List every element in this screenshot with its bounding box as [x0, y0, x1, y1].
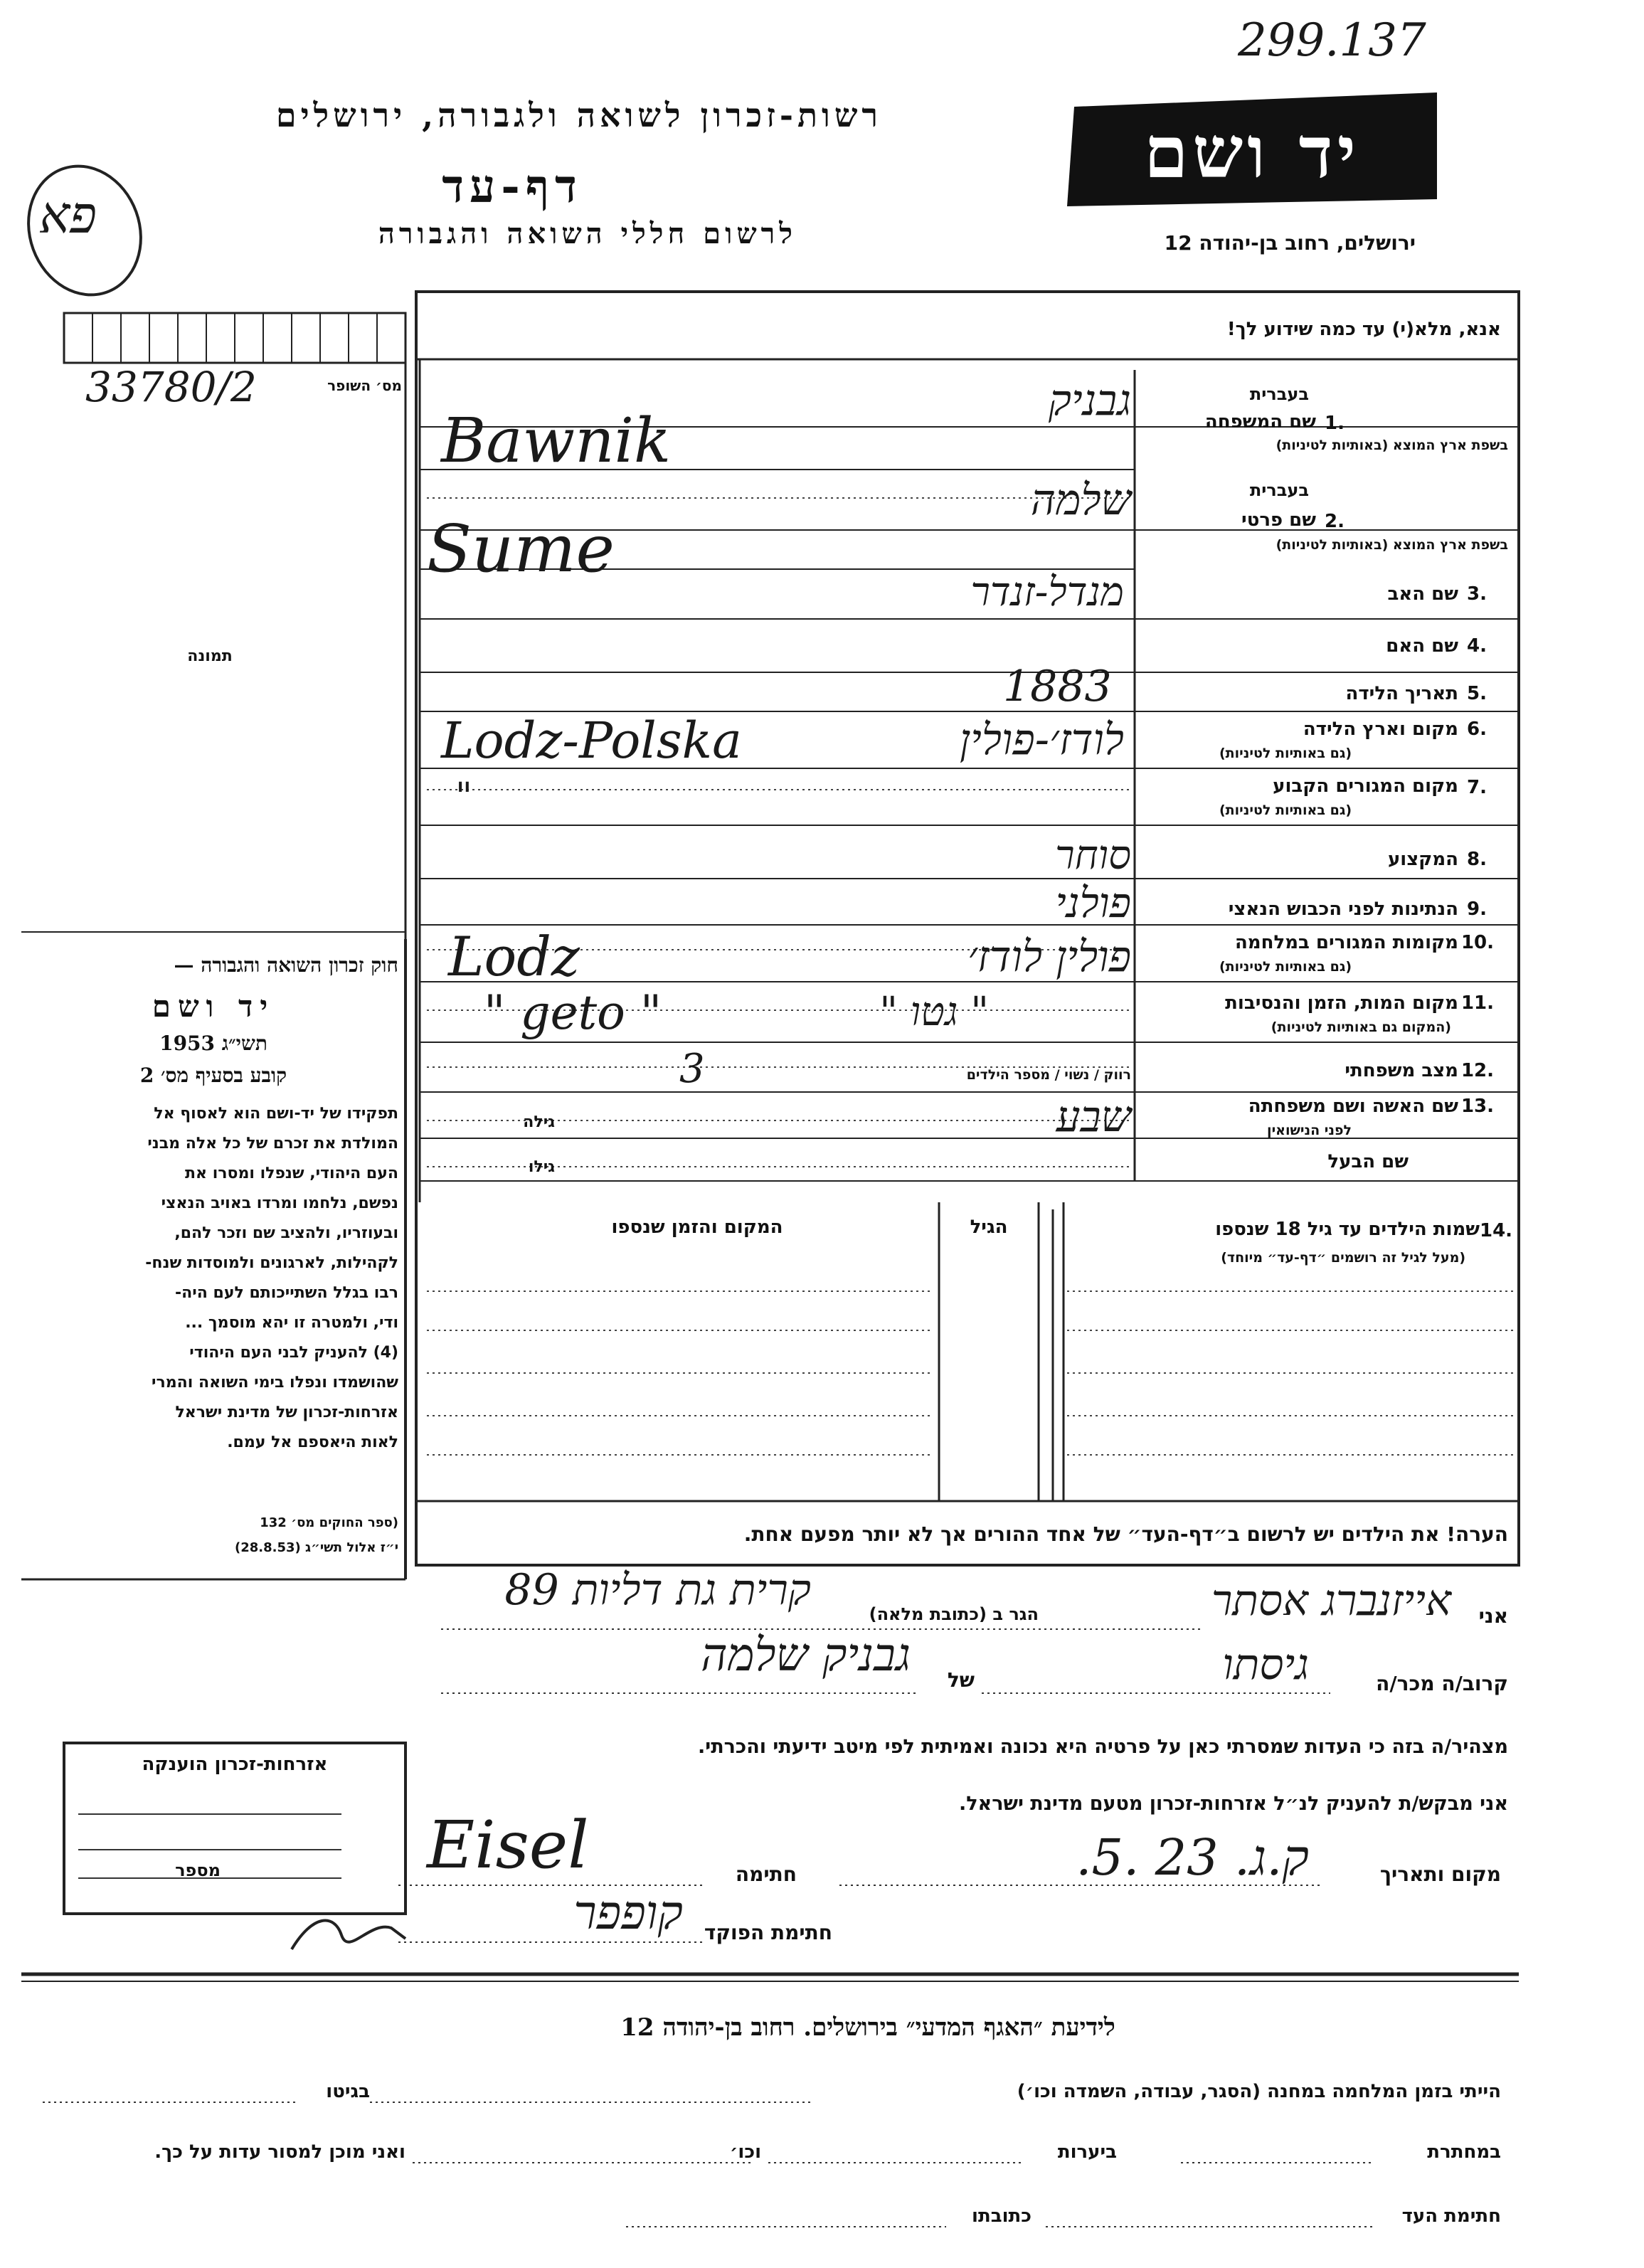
law-ref-2: י״ז אלול תשי״ג (28.8.53)	[235, 1540, 398, 1555]
field-num-5: 5.	[1467, 683, 1487, 704]
field-num-10: 10.	[1460, 932, 1494, 953]
form-title: דף-עד	[442, 160, 583, 213]
value-residence: "	[455, 775, 472, 818]
field-label-10: מקומות המגורים במלחמה	[1234, 932, 1458, 953]
field-label-9: הנתינות לפני הכבוש הנאצי	[1228, 899, 1458, 920]
field-label-4: שם האם	[1386, 635, 1458, 657]
field-sub-6: (גם באותיות לטיניות)	[1219, 746, 1352, 761]
note-text: הערה! את הילדים יש לרשום ב״דף-העד״ של אחד ההורים אך לא יותר מפעם אחת.	[743, 1522, 1508, 1546]
wife-age-label: גילה	[523, 1113, 555, 1131]
authority-line: רשות-זכרון לשואה ולגבורה, ירושלים	[275, 96, 882, 134]
field-label-1: שם המשפחה	[1204, 411, 1316, 433]
declarant-address-label: הגר ב (כתובת מלאה)	[869, 1604, 1039, 1624]
footer-witness-signature: חתימת העד	[1401, 2205, 1501, 2227]
form-subtitle: לרשום חללי השואה והגבורה	[378, 217, 797, 250]
field-num-2: 2.	[1325, 511, 1345, 532]
value-firstname-latin: Sume	[427, 511, 615, 587]
value-father-name: מנדל-זנדר	[970, 569, 1124, 615]
law-line: העם היהודי, שנפלו ומסרו את	[185, 1165, 398, 1182]
children-label: שמות הילדים עד גיל 18 שנספו	[1215, 1219, 1480, 1240]
value-death-place-hebrew: " גטו "	[879, 989, 989, 1035]
footer-underground: במחתרת	[1427, 2141, 1501, 2163]
logo: יד ושם	[1144, 110, 1360, 194]
field-num-1: 1.	[1325, 413, 1345, 434]
declarant-signature: Eisel	[427, 1807, 589, 1883]
field-label-5: תאריך הלידה	[1345, 683, 1458, 704]
footer-title: לידיעת ״האגף המדעי״ בירושלים. רחוב בן-יהודה 12	[620, 2013, 1115, 2042]
law-line: שהושמדו ונפלו בימי השואה והמרי	[151, 1374, 398, 1392]
scribble-mark	[285, 1907, 427, 1964]
footer-ghetto: בגיטו	[326, 2081, 370, 2102]
law-line: תפקידו של יד-ושם הוא לאסוף אל	[154, 1105, 398, 1123]
signature-label: חתימה	[735, 1862, 797, 1886]
field-options-12: רווק / נשוי / מספר הילדים	[966, 1067, 1131, 1083]
footer-forests: ביערות	[1057, 2141, 1117, 2163]
field-sub-2: בשפת ארץ המוצא (באותיות לטיניות)	[1276, 537, 1508, 553]
heb-tag-1: בעברית	[1249, 384, 1309, 404]
value-wartime-residence-latin: Lodz	[448, 925, 580, 988]
address-line: ירושלים, רחוב בן-יהודה 12	[1164, 231, 1416, 255]
field-label-7: מקום המגורים הקבוע	[1273, 775, 1458, 797]
field-label-8: המקצוע	[1387, 849, 1458, 870]
field-label-11: מקום המות, הזמן והנסיבות	[1225, 992, 1458, 1014]
law-line: ובעוזריו, ולהציב שם וזכר להם,	[174, 1224, 398, 1242]
margin-note: פא	[39, 185, 97, 245]
law-year: תשי״ג 1953	[159, 1032, 267, 1055]
field-sub-10: (גם באותיות לטיניות)	[1219, 959, 1352, 975]
register-value: 33780/2	[85, 363, 257, 411]
field-num-4: 4.	[1467, 635, 1487, 657]
declarant-name: אייזנברג אסתר	[1211, 1576, 1451, 1626]
value-nationality: פולני	[1055, 879, 1131, 927]
value-birthplace-latin: Lodz-Polska	[441, 711, 742, 770]
law-line: ודי, ולמטרה זו יהא מוסמך ...	[185, 1314, 398, 1332]
footer-ready: ואני מוכן למסור עדות על כך.	[154, 2141, 405, 2163]
children-sub: (מעל לגיל זה רושמים ״דף-עד״ מיוחד)	[1221, 1250, 1465, 1266]
field-label-2: שם פרטי	[1241, 509, 1316, 531]
relation-label: קרוב/ה מכר/ה	[1376, 1672, 1508, 1695]
field-num-8: 8.	[1467, 849, 1487, 870]
law-line: רבו בגלל השתייכותם לעם היה-	[175, 1284, 398, 1302]
field-num-9: 9.	[1467, 899, 1487, 920]
value-wife-name: שבע	[1056, 1092, 1131, 1142]
children-col-place: המקום והזמן שנספו	[611, 1217, 783, 1238]
declarant-address: קרית גת דליות 89	[504, 1565, 811, 1615]
law-line: נפשם, נלחמו ומרדו באויב הנאצי	[161, 1194, 398, 1212]
footer-camp-line: הייתי בזמן המלחמה במחנה (הסגר, עבודה, השמדה וכו׳)	[1017, 2081, 1501, 2102]
law-section: קובע בסעיף מס׳ 2	[139, 1064, 287, 1087]
register-label: מס׳ השופר	[327, 377, 402, 394]
of-name: גבניק שלמה	[701, 1629, 911, 1682]
value-profession: סוחר	[1055, 832, 1131, 879]
request-text: אני מבקש/ת להעניק לנ״ל אזרחות-זכרון מטעם מדינת ישראל.	[958, 1793, 1508, 1815]
field-label-12: מצב משפחתי	[1345, 1060, 1458, 1081]
footer-etc: וכו׳	[729, 2141, 761, 2163]
field-sub-1: בשפת ארץ המוצא (באותיות לטיניות)	[1276, 438, 1508, 453]
law-line: אזרחות-זכרון של מדינת ישראל	[175, 1404, 398, 1421]
value-birthplace-hebrew: לודז׳-פולין	[959, 715, 1124, 765]
value-surname-hebrew: גבניק	[1048, 376, 1131, 425]
footer-address: כתובתו	[972, 2205, 1032, 2227]
law-line: המולדת את זכרם של כל אלה מבני	[147, 1135, 398, 1152]
value-children-count: 3	[679, 1046, 705, 1092]
field-sub-13: לפני הנישואין	[1267, 1123, 1352, 1138]
value-birth-date: 1883	[1003, 662, 1112, 711]
field-num-12: 12.	[1460, 1060, 1494, 1081]
value-wartime-residence-hebrew: פולין לודז׳	[967, 932, 1131, 982]
field-label-6: מקום וארץ הלידה	[1303, 719, 1458, 740]
value-death-place-latin: " geto "	[484, 985, 662, 1040]
law-line: לקהילות, לארגונים ולמוסדות שנח-	[145, 1254, 398, 1272]
husband-age-label: גילו	[528, 1158, 555, 1176]
children-num: 14.	[1480, 1220, 1513, 1241]
heb-tag-2: בעברית	[1249, 480, 1309, 500]
field-sub-7: (גם באותיות לטיניות)	[1219, 802, 1352, 818]
field-num-13: 13.	[1460, 1096, 1494, 1117]
declaration-text: מצהיר/ה בזה כי העדות שמסרתי כאן על פרטיה היא נכונה ואמיתית לפי מיטב ידיעתי והכרתי.	[698, 1736, 1508, 1758]
field-num-3: 3.	[1467, 583, 1487, 605]
value-firstname-hebrew: שלמה	[1030, 475, 1131, 525]
children-col-age: הגיל	[970, 1217, 1008, 1238]
of-label: של	[947, 1668, 975, 1692]
place-date-label: מקום ותאריך	[1379, 1862, 1501, 1886]
field-num-7: 7.	[1467, 777, 1487, 798]
field-num-6: 6.	[1467, 719, 1487, 740]
value-surname-latin: Bawnik	[441, 406, 672, 477]
relation-value: גיסתו	[1222, 1640, 1309, 1690]
field-label-13: שם האשה ושם משפחתה	[1248, 1096, 1458, 1117]
law-title: חוק זכרון השואה והגבורה —	[174, 953, 398, 977]
field-num-11: 11.	[1460, 992, 1494, 1014]
law-body	[28, 1099, 398, 1458]
declarant-i-label: אני	[1478, 1604, 1508, 1628]
citizenship-title: אזרחות-זכרון הוענקה	[142, 1754, 328, 1775]
archive-number: 299.137	[1238, 14, 1426, 67]
citizenship-num-label: מספר	[175, 1860, 221, 1880]
law-line: לאות היאספם אל עמם.	[227, 1434, 398, 1451]
officer-signature: קופפר	[573, 1885, 683, 1940]
law-line: (4) להעניק לבני העם היהודי	[189, 1344, 398, 1362]
photo-label: תמונה	[187, 647, 233, 665]
field-label-husband: שם הבעל	[1327, 1151, 1409, 1172]
place-date-value: ק.ג. 23 .5.	[1076, 1828, 1309, 1887]
intro-text: אנא, מלא(י) עד כמה שידוע לך!	[1226, 319, 1501, 340]
officer-signature-label: חתימת הפוקד	[704, 1921, 832, 1944]
law-ref-1: (ספר החוקים מס׳ 132	[260, 1515, 398, 1530]
field-label-3: שם האב	[1387, 583, 1458, 605]
law-name: יד ושם	[152, 989, 275, 1024]
field-sub-11: (המקום גם באותיות לטיניות)	[1271, 1019, 1451, 1035]
